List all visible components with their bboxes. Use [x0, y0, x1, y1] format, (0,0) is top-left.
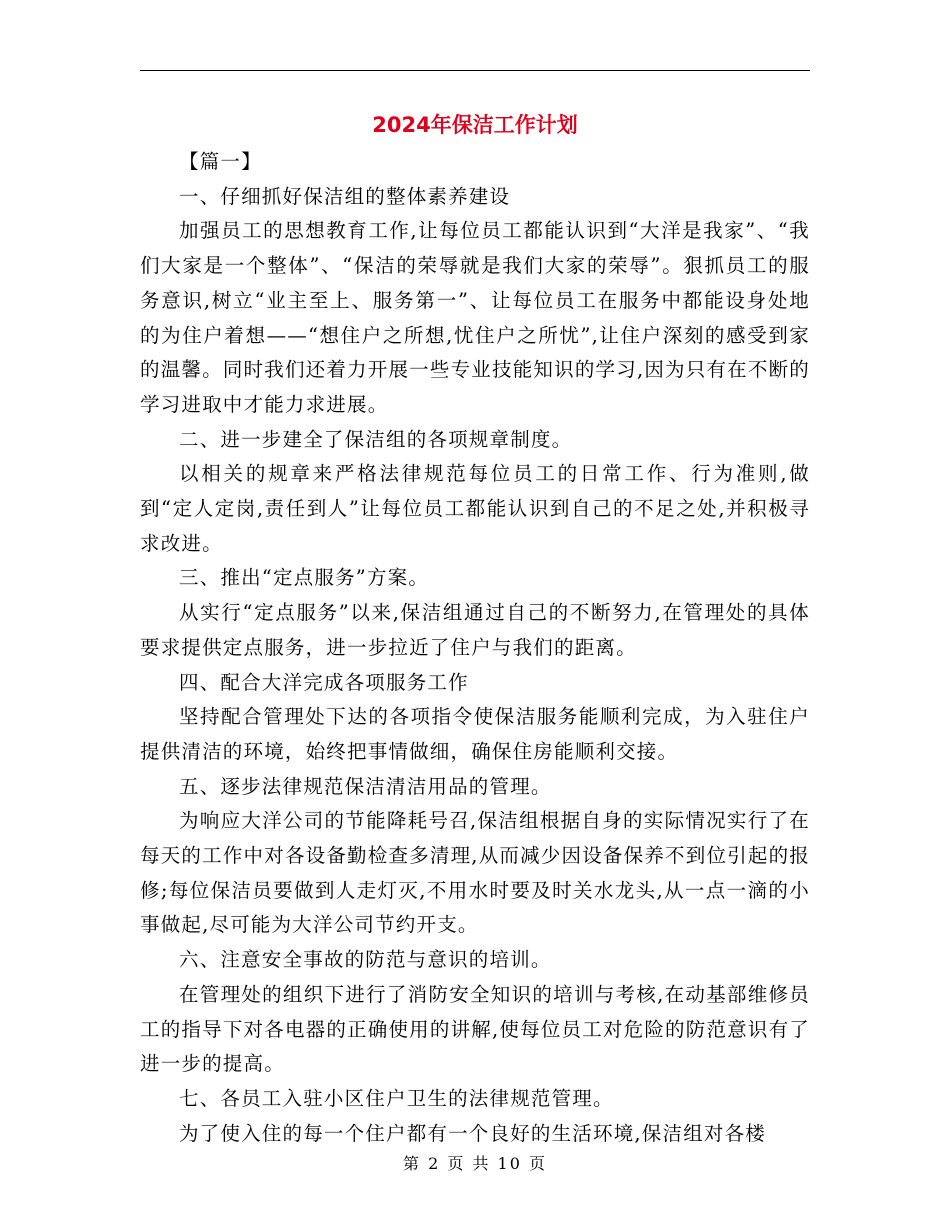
section-heading: 五、逐步法律规范保洁清洁用品的管理。 [179, 774, 552, 798]
body-paragraph: 为了使入住的每一个住户都有一个良好的生活环境,保洁组对各楼 [179, 1121, 766, 1145]
body-paragraph: 以相关的规章来严格法律规范每位员工的日常工作、行为准则,做到“定人定岗,责任到人”让每位员工都能认识到自己的不足之处,并积极寻求改进。 [140, 462, 810, 555]
body-paragraph: 坚持配合管理处下达的各项指令使保洁服务能顺利完成，为入驻住户提供清洁的环境，始终把事情做细，确保住房能顺利交接。 [140, 705, 810, 763]
section-heading: 七、各员工入驻小区住户卫生的法律规范管理。 [179, 1086, 614, 1110]
body-paragraph: 在管理处的组织下进行了消防安全知识的培训与考核,在动基部维修员工的指导下对各电器的正确使用的讲解,使每位员工对危险的防范意识有了进一步的提高。 [140, 982, 810, 1076]
page-number-footer: 第 2 页 共 10 页 [403, 1154, 547, 1173]
body-paragraph: 为响应大洋公司的节能降耗号召,保洁组根据自身的实际情况实行了在每天的工作中对各设备勤检查多清理,从而减少因设备保养不到位引起的报修;每位保洁员要做到人走灯灭,不用水时要及时关水龙头,从一点一滴的小事做起,尽可能为大洋公司节约开支。 [140, 809, 810, 937]
section-heading: 二、进一步建全了保洁组的各项规章制度。 [179, 427, 573, 451]
section-heading: 一、仔细抓好保洁组的整体素养建设 [179, 184, 511, 208]
section-heading: 四、配合大洋完成各项服务工作 [179, 670, 469, 694]
header-rule [140, 70, 810, 71]
document-title: 2024年保洁工作计划 [372, 113, 578, 137]
body-paragraph: 从实行“定点服务”以来,保洁组通过自己的不断努力,在管理处的具体要求提供定点服务，进一步拉近了住户与我们的距离。 [140, 601, 810, 659]
section-label: 【篇一】 [179, 150, 262, 173]
section-heading: 三、推出“定点服务”方案。 [179, 566, 430, 590]
body-paragraph: 加强员工的思想教育工作,让每位员工都能认识到“大洋是我家”、“我们大家是一个整体”、“保洁的荣辱就是我们大家的荣辱”。狠抓员工的服务意识,树立“业主至上、服务第一”、让每位员工在服务中都能设身处地的为住户着想——“想住户之所想,忧住户之所忧”,让住户深刻的感受到家的温馨。同时我们还着力开展一些专业技能知识的学习,因为只有在不断的学习进取中才能力求进展。 [140, 219, 810, 416]
document-body [140, 145, 810, 1151]
section-heading: 六、注意安全事故的防范与意识的培训。 [179, 948, 552, 972]
